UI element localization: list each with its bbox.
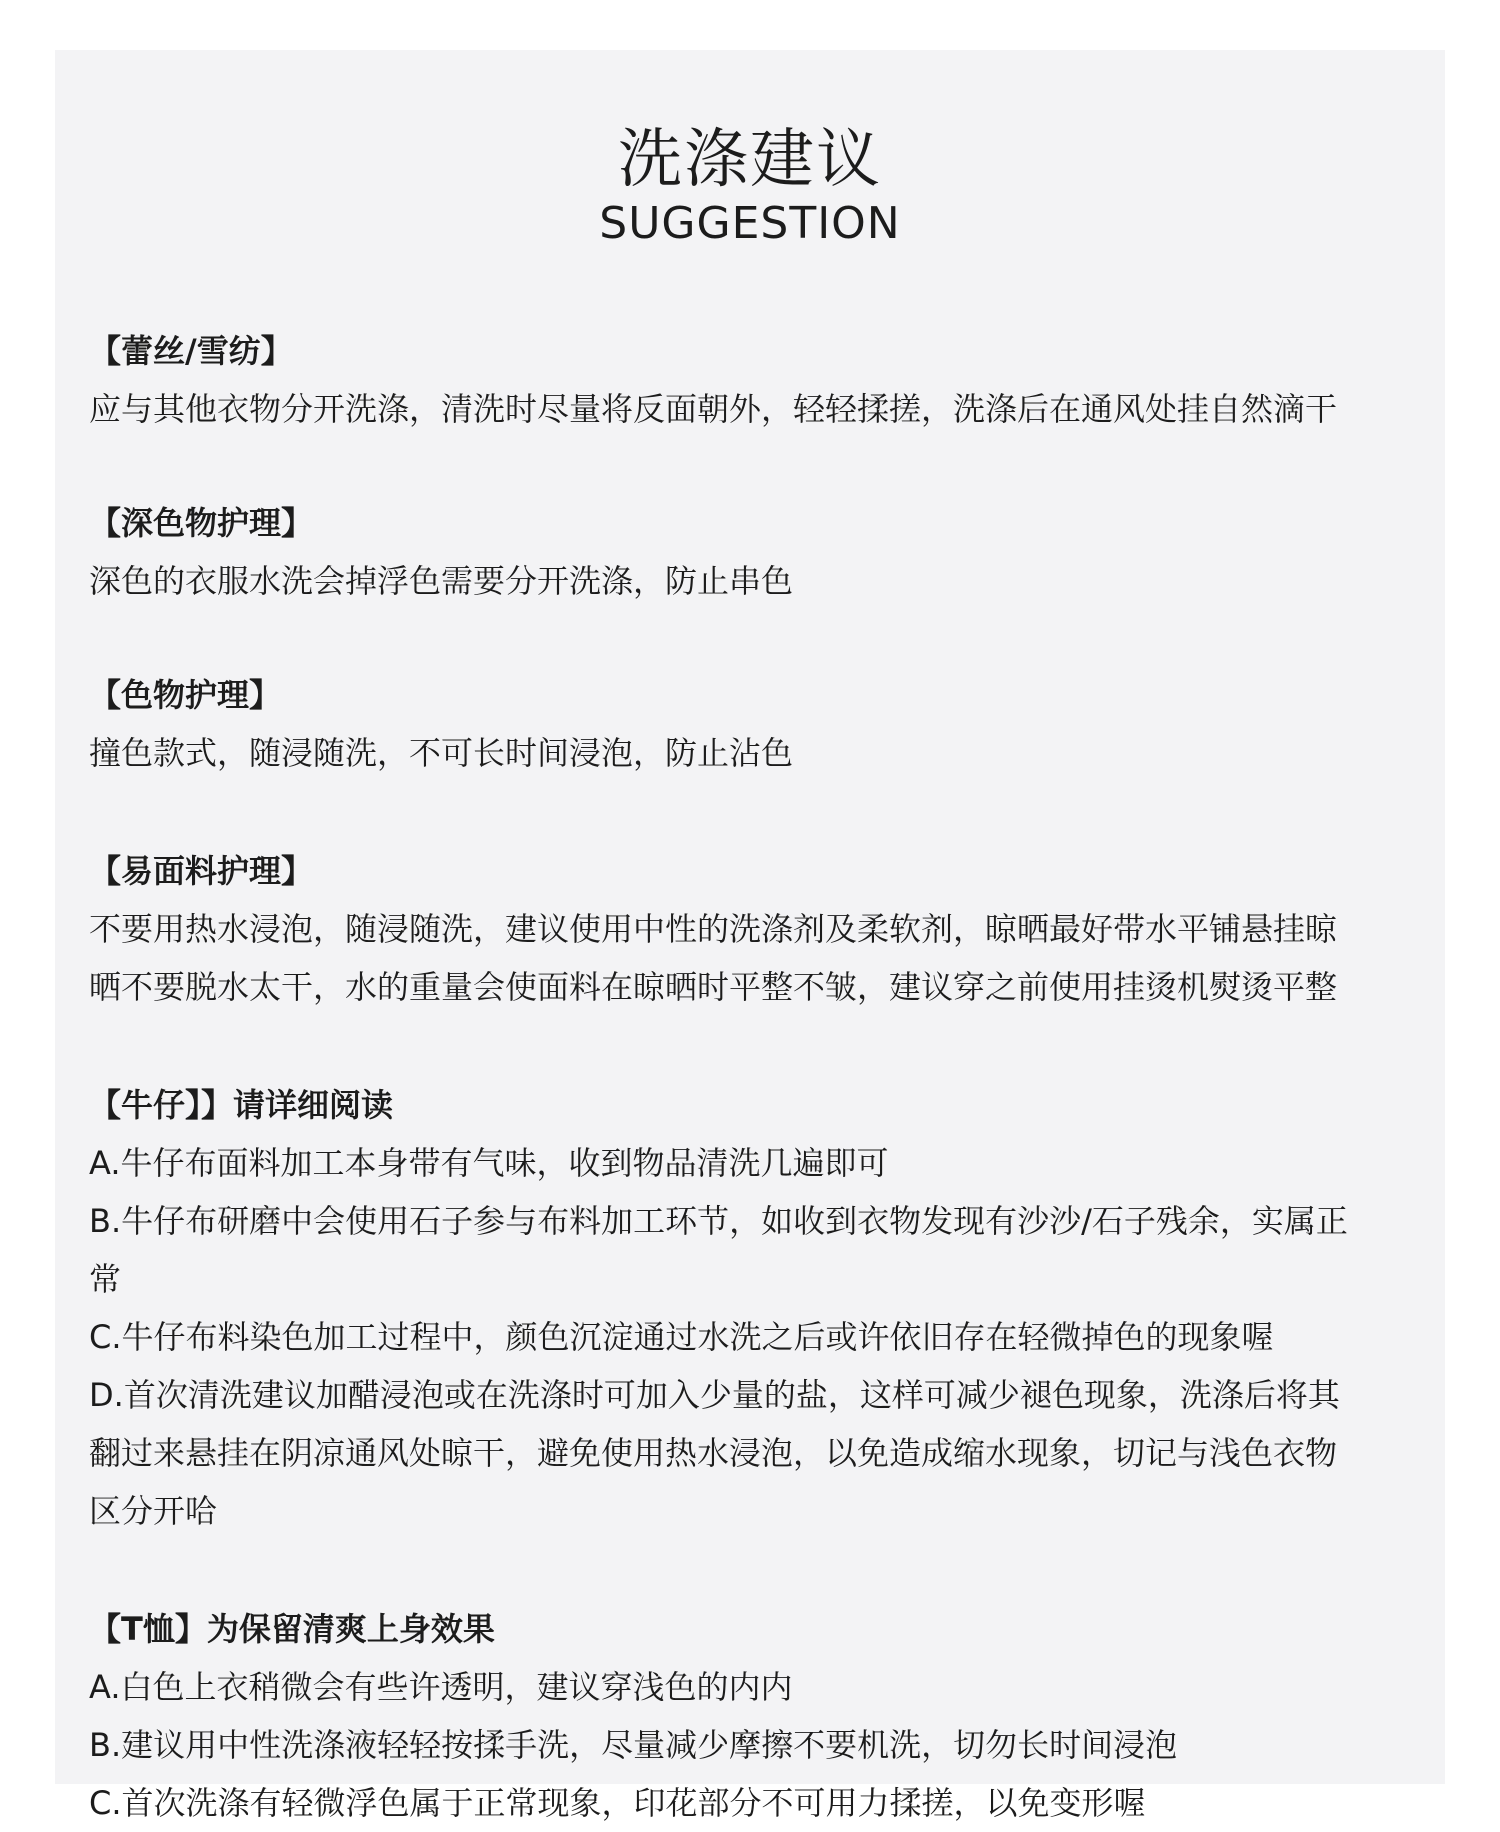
section-dark-care [89, 494, 1419, 610]
section-lace-chiffon [89, 322, 1419, 438]
section-text: 晒不要脱水太干，水的重量会使面料在晾晒时平整不皱，建议穿之前使用挂烫机熨烫平整 [89, 968, 1338, 1006]
section-title: 【蕾丝/雪纺】 [89, 332, 293, 370]
section-title: 【深色物护理】 [89, 504, 314, 542]
section-text: A.牛仔布面料加工本身带有气味，收到物品清洗几遍即可 [89, 1144, 889, 1182]
section-title: 【色物护理】 [89, 676, 282, 714]
section-text: C.首次洗涤有轻微浮色属于正常现象，印花部分不可用力揉搓，以免变形喔 [89, 1784, 1146, 1822]
section-text: 撞色款式，随浸随洗，不可长时间浸泡，防止沾色 [89, 734, 794, 772]
content [89, 322, 1419, 1832]
section-title: 【易面料护理】 [89, 852, 314, 890]
page-subtitle: SUGGESTION [599, 198, 901, 249]
section-text: 应与其他衣物分开洗涤，清洗时尽量将反面朝外，轻轻揉搓，洗涤后在通风处挂自然滴干 [89, 390, 1338, 428]
section-denim [89, 1076, 1419, 1540]
section-fabric-care [89, 842, 1419, 1016]
section-text: 区分开哈 [89, 1492, 218, 1530]
suggestion-card [55, 50, 1445, 1822]
section-text: A.白色上衣稍微会有些许透明，建议穿浅色的内内 [89, 1668, 793, 1706]
section-title: 【T恤】为保留清爽上身效果 [89, 1610, 495, 1648]
section-text: B.建议用中性洗涤液轻轻按揉手洗，尽量减少摩擦不要机洗，切勿长时间浸泡 [89, 1726, 1178, 1764]
section-title: 【牛仔】】请详细阅读 [89, 1086, 394, 1124]
section-text: 不要用热水浸泡，随浸随洗，建议使用中性的洗涤剂及柔软剂，晾晒最好带水平铺悬挂晾 [89, 910, 1338, 948]
section-text: B.牛仔布研磨中会使用石子参与布料加工环节，如收到衣物发现有沙沙/石子残余，实属正 [89, 1202, 1348, 1240]
section-text: 翻过来悬挂在阴凉通风处晾干，避免使用热水浸泡，以免造成缩水现象，切记与浅色衣物 [89, 1434, 1338, 1472]
section-text: C.牛仔布料染色加工过程中，颜色沉淀通过水洗之后或许依旧存在轻微掉色的现象喔 [89, 1318, 1274, 1356]
page-title: 洗涤建议 [618, 123, 882, 197]
section-color-care [89, 666, 1419, 782]
section-tshirt [89, 1600, 1419, 1832]
section-text: 深色的衣服水洗会掉浮色需要分开洗涤，防止串色 [89, 562, 794, 600]
section-text: 常 [89, 1260, 122, 1298]
section-text: D.首次清洗建议加醋浸泡或在洗涤时可加入少量的盐，这样可减少褪色现象，洗涤后将其 [89, 1376, 1340, 1414]
